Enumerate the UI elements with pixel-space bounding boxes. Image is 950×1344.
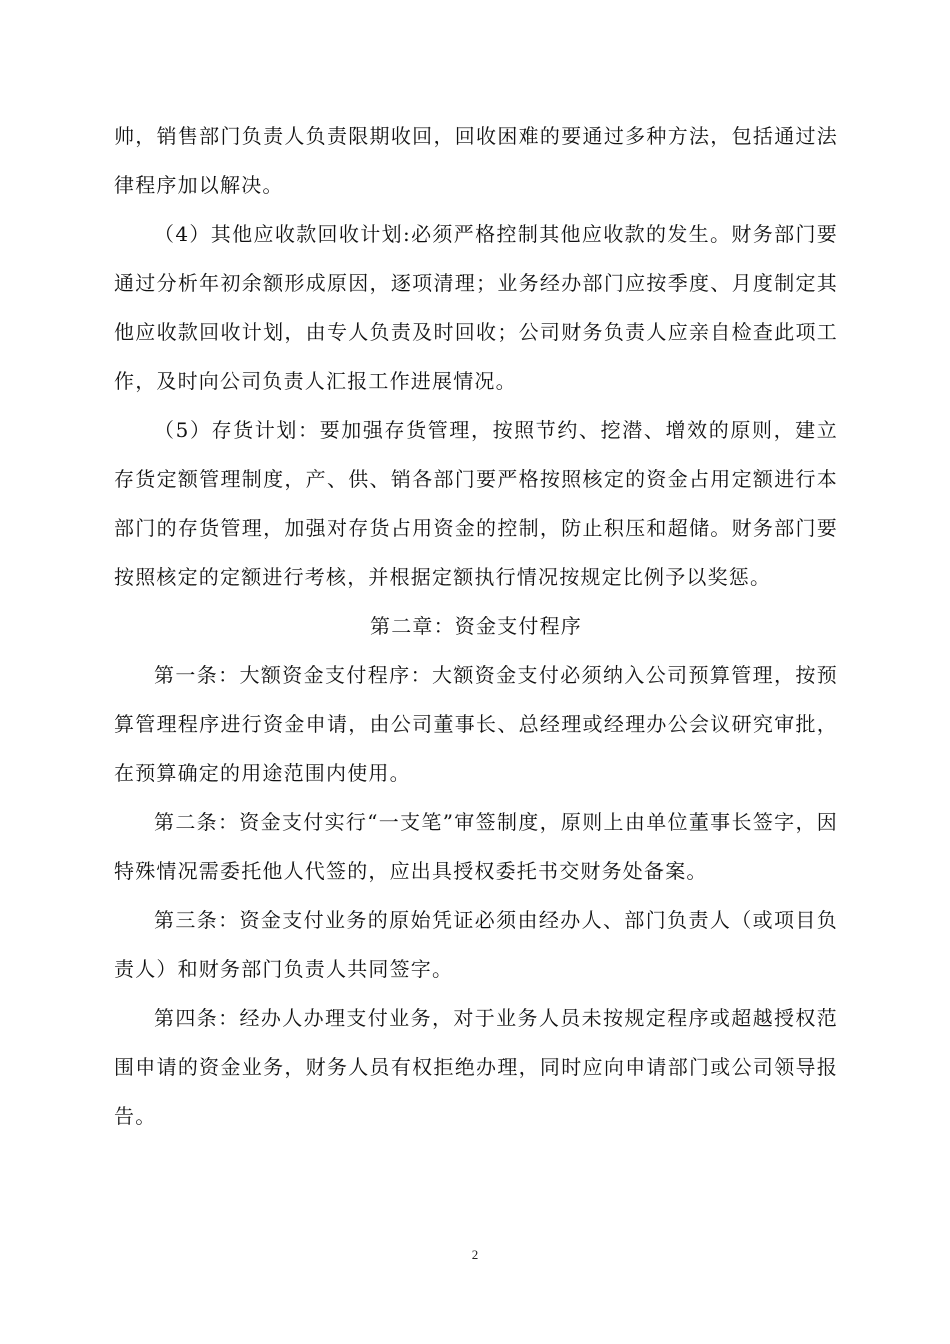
- page-number: 2: [471, 1247, 479, 1262]
- article-3: 第三条：资金支付业务的原始凭证必须由经办人、部门负责人（或项目负责人）和财务部门负责人共同签字。: [114, 908, 838, 981]
- document-body: [114, 112, 838, 1141]
- article-1: 第一条：大额资金支付程序：大额资金支付必须纳入公司预算管理，按预算管理程序进行资金申请，由公司董事长、总经理或经理办公会议研究审批，在预算确定的用途范围内使用。: [114, 663, 838, 785]
- paragraph-continuation: 帅，销售部门负责人负责限期收回，回收困难的要通过多种方法，包括通过法律程序加以解决。: [114, 124, 838, 197]
- article-2: 第二条：资金支付实行“一支笔”审签制度，原则上由单位董事长签字，因特殊情况需委托他人代签的，应出具授权委托书交财务处备案。: [114, 810, 838, 883]
- paragraph-inventory-plan: （5）存货计划：要加强存货管理，按照节约、挖潜、增效的原则，建立存货定额管理制度，产、供、销各部门要严格按照核定的资金占用定额进行本部门的存货管理，加强对存货占用资金的控制，防止积压和超储。财务部门要按照核定的定额进行考核，并根据定额执行情况按规定比例予以奖惩。: [114, 418, 838, 589]
- chapter-heading: 第二章：资金支付程序: [370, 614, 582, 638]
- paragraph-other-receivables: （4）其他应收款回收计划:必须严格控制其他应收款的发生。财务部门要通过分析年初余额形成原因，逐项清理；业务经办部门应按季度、月度制定其他应收款回收计划，由专人负责及时回收；公司财务负责人应亲自检查此项工作，及时向公司负责人汇报工作进展情况。: [114, 222, 838, 393]
- article-4: 第四条：经办人办理支付业务，对于业务人员未按规定程序或超越授权范围申请的资金业务，财务人员有权拒绝办理，同时应向申请部门或公司领导报告。: [114, 1006, 838, 1128]
